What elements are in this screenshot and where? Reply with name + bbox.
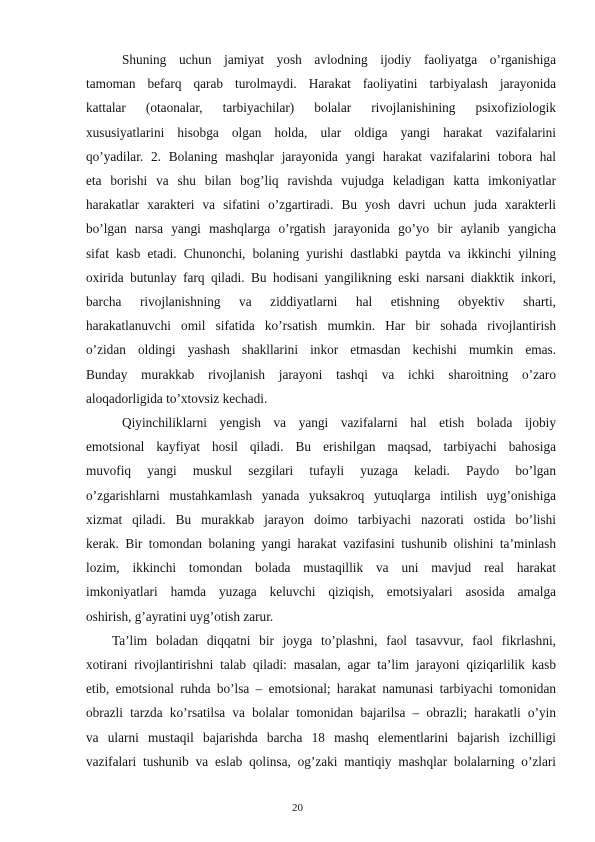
paragraph-3 [86, 629, 556, 774]
text-line: kattalar (otaonalar, tarbiyachilar) bolalar rivojlanishining psixofiziologik [86, 100, 556, 116]
text-line: sifat kasb etadi. Chunonchi, bolaning yurishi dastlabki paytda va ikkinchi yilning [86, 245, 556, 261]
text-line: bo’lgan narsa yangi mashqlarga o’rgatish jarayonida go’yo bir aylanib yangicha [86, 221, 556, 237]
text-line: oxirida butunlay farq qiladi. Bu hodisani yangilikning eski narsani diakktik inkori, [86, 269, 556, 285]
text-line: xizmat qiladi. Bu murakkab jarayon doimo tarbiyachi nazorati ostida bo’lishi [86, 511, 556, 527]
text-line: vazifalari tushunib va eslab qolinsa, og’zaki mantiqiy mashqlar bolalarning o’zlari [86, 753, 556, 769]
text-line: emotsional kayfiyat hosil qiladi. Bu erishilgan maqsad, tarbiyachi bahosiga [86, 439, 556, 455]
text-line: Ta’lim boladan diqqatni bir joyga to’plashni, faol tasavvur, faol fikrlashni, [112, 632, 556, 648]
text-line: lozim, ikkinchi tomondan bolada mustaqillik va uni mavjud real harakat [86, 560, 556, 576]
text-line: obrazli tarzda ko’rsatilsa va bolalar tomonidan bajarilsa – obrazli; harakatli o’yin [86, 705, 556, 721]
text-line: harakatlanuvchi omil sifatida ko’rsatish mumkin. Har bir sohada rivojlantirish [86, 318, 556, 334]
paragraph-1 [86, 48, 556, 411]
document-body [86, 48, 556, 774]
text-line: muvofiq yangi muskul sezgilari tufayli yuzaga keladi. Paydo bo’lgan [86, 463, 556, 479]
text-line: o’zidan oldingi yashash shakllarini inkor etmasdan kechishi mumkin emas. [86, 342, 556, 358]
text-line: harakatlar xarakteri va sifatini o’zgartiradi. Bu yosh davri uchun juda xarakterli [86, 197, 556, 213]
text-line: imkoniyatlari hamda yuzaga keluvchi qiziqish, emotsiyalari asosida amalga [86, 584, 556, 600]
paragraph-2 [86, 411, 556, 629]
text-line: qo’yadilar. 2. Bolaning mashqlar jarayonida yangi harakat vazifalarini tobora hal [86, 148, 556, 164]
text-line: aloqadorligida to’xtovsiz kechadi. [86, 390, 268, 406]
text-line: tamoman befarq qarab turolmaydi. Harakat faoliyatini tarbiyalash jarayonida [86, 76, 556, 92]
text-line: Shuning uchun jamiyat yosh avlodning ijodiy faoliyatga o’rganishiga [122, 52, 556, 67]
text-line: xotirani rivojlantirishni talab qiladi: masalan, agar ta’lim jarayoni qiziqarlilik kasb [86, 657, 556, 673]
text-line: o’zgarishlarni mustahkamlash yanada yuksakroq yutuqlarga intilish uyg’onishiga [86, 487, 556, 503]
text-line: eta borishi va shu bilan bog’liq ravishda vujudga keladigan katta imkoniyatlar [86, 173, 556, 189]
text-line: etib, emotsional ruhda bo’lsa – emotsional; harakat namunasi tarbiyachi tomonidan [86, 681, 556, 697]
text-line: Qiyinchiliklarni yengish va yangi vazifalarni hal etish bolada ijobiy [122, 415, 556, 431]
text-line: kerak. Bir tomondan bolaning yangi harakat vazifasini tushunib olishini ta’minlash [86, 536, 556, 552]
text-line: oshirish, g’ayratini uyg’otish zarur. [86, 608, 274, 624]
text-line: va ularni mustaqil bajarishda barcha 18 mashq elementlarini bajarish izchilligi [86, 729, 556, 745]
text-line: Bunday murakkab rivojlanish jarayoni tashqi va ichki sharoitning o’zaro [86, 366, 556, 382]
page-number: 20 [292, 802, 303, 814]
text-line: barcha rivojlanishning va ziddiyatlarni hal etishning obyektiv sharti, [86, 294, 556, 310]
text-line: xususiyatlarini hisobga olgan holda, ular oldiga yangi harakat vazifalarini [86, 124, 556, 140]
